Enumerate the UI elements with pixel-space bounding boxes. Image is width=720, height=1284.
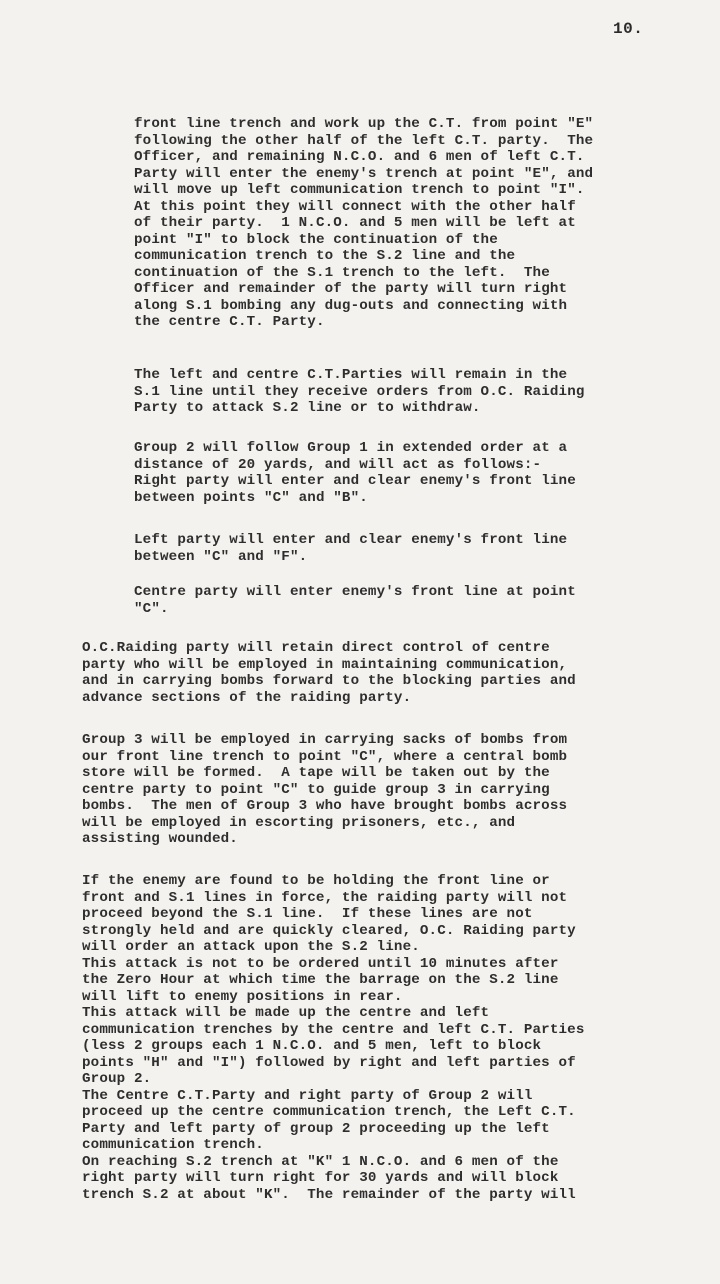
text-line: Centre party will enter enemy's front line at point: [134, 584, 576, 600]
text-line: This attack will be made up the centre and left: [82, 1005, 490, 1021]
text-line: Party to attack S.2 line or to withdraw.: [134, 400, 481, 416]
text-line: Left party will enter and clear enemy's front line: [134, 532, 568, 548]
text-line: (less 2 groups each 1 N.C.O. and 5 men, left to block: [82, 1038, 542, 1054]
text-line: The left and centre C.T.Parties will remain in the: [134, 367, 568, 383]
text-line: right party will turn right for 30 yards and will block: [82, 1170, 559, 1186]
text-line: bombs. The men of Group 3 who have brought bombs across: [82, 798, 568, 814]
text-line: This attack is not to be ordered until 10 minutes after: [82, 955, 559, 972]
text-line: the centre C.T. Party.: [134, 314, 325, 330]
paragraph-3: [134, 440, 576, 506]
text-line: Right party will enter and clear enemy's front line: [134, 473, 576, 489]
text-line: Party will enter the enemy's trench at point "E", and: [134, 165, 594, 182]
text-line: store will be formed. A tape will be taken out by the: [82, 765, 550, 781]
paragraph-4: [134, 532, 567, 565]
text-line: Party and left party of group 2 proceeding up the left: [82, 1120, 550, 1137]
text-line: and in carrying bombs forward to the blocking parties and: [82, 673, 576, 689]
text-line: The Centre C.T.Party and right party of Group 2 will: [82, 1087, 533, 1104]
text-line: our front line trench to point "C", where a central bomb: [82, 748, 568, 765]
text-line: point "I" to block the continuation of the: [134, 231, 498, 248]
text-line: of their party. 1 N.C.O. and 5 men will be left at: [134, 215, 576, 231]
text-line: will be employed in escorting prisoners, etc., and: [82, 814, 516, 831]
text-line: assisting wounded.: [82, 831, 238, 847]
text-line: O.C.Raiding party will retain direct control of centre: [82, 640, 550, 656]
text-line: advance sections of the raiding party.: [82, 689, 412, 706]
text-line: will lift to enemy positions in rear.: [82, 988, 403, 1005]
text-line: Group 3 will be employed in carrying sacks of bombs from: [82, 732, 568, 748]
text-line: points "H" and "I") followed by right and left parties of: [82, 1054, 576, 1071]
text-line: between "C" and "F".: [134, 548, 308, 565]
text-line: At this point they will connect with the other half: [134, 198, 576, 215]
text-line: front line trench and work up the C.T. from point "E": [134, 116, 594, 132]
text-line: will move up left communication trench to point "I".: [134, 182, 585, 198]
page-number: 10.: [613, 20, 644, 38]
text-line: between points "C" and "B".: [134, 489, 368, 506]
text-line: along S.1 bombing any dug-outs and connecting with: [134, 297, 568, 314]
text-line: the Zero Hour at which time the barrage on the S.2 line: [82, 972, 559, 988]
text-line: communication trench.: [82, 1137, 264, 1153]
text-line: strongly held and are quickly cleared, O.C. Raiding party: [82, 922, 576, 939]
text-line: front and S.1 lines in force, the raiding party will not: [82, 889, 568, 906]
text-line: distance of 20 yards, and will act as follows:-: [134, 456, 542, 473]
text-line: Officer, and remaining N.C.O. and 6 men of left C.T.: [134, 149, 585, 165]
text-line: proceed beyond the S.1 line. If these lines are not: [82, 906, 533, 922]
text-line: proceed up the centre communication trench, the Left C.T.: [82, 1104, 576, 1120]
paragraph-5: [134, 584, 576, 617]
text-line: trench S.2 at about "K". The remainder of the party will: [82, 1186, 576, 1203]
text-line: will order an attack upon the S.2 line.: [82, 939, 420, 955]
text-line: centre party to point "C" to guide group 3 in carrying: [82, 781, 550, 798]
text-line: communication trenches by the centre and left C.T. Parties: [82, 1021, 585, 1038]
text-line: Group 2.: [82, 1071, 152, 1087]
text-line: On reaching S.2 trench at "K" 1 N.C.O. and 6 men of the: [82, 1153, 559, 1170]
text-line: continuation of the S.1 trench to the left. The: [134, 264, 550, 281]
paragraph-1: [134, 116, 593, 331]
text-line: communication trench to the S.2 line and the: [134, 248, 516, 264]
paragraph-8: [82, 873, 585, 1203]
text-line: If the enemy are found to be holding the front line or: [82, 873, 550, 889]
paragraph-2: [134, 367, 585, 417]
paragraph-7: [82, 732, 567, 848]
text-line: S.1 line until they receive orders from O.C. Raiding: [134, 383, 585, 400]
text-line: "C".: [134, 600, 169, 617]
text-line: party who will be employed in maintaining communication,: [82, 656, 568, 673]
text-line: Group 2 will follow Group 1 in extended order at a: [134, 440, 568, 456]
paragraph-6: [82, 640, 576, 706]
text-line: Officer and remainder of the party will turn right: [134, 281, 568, 297]
text-line: following the other half of the left C.T. party. The: [134, 132, 594, 149]
